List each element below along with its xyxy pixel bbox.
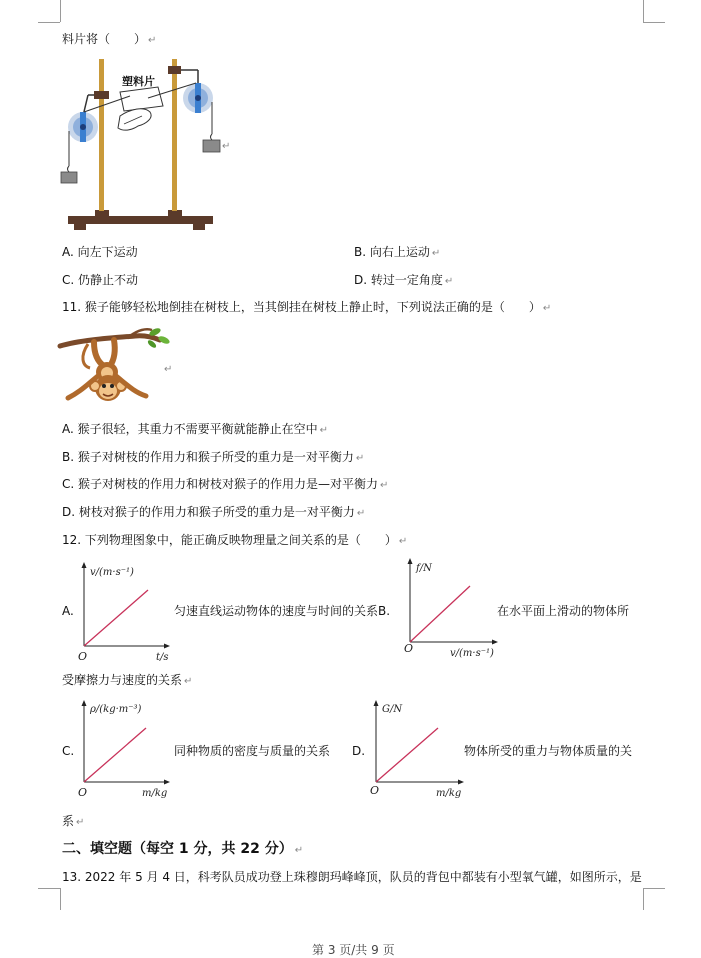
graph-line	[84, 590, 148, 646]
q12-option-d-letter: D.	[352, 744, 366, 758]
q12-graph-a	[76, 562, 176, 666]
q11-stem: 11. 猴子能够轻松地倒挂在树枝上，当其倒挂在树枝上静止时，下列说法正确的是（ ） ↵	[62, 300, 552, 314]
crop-mark-top-right	[643, 0, 644, 22]
q11-option-d: D. 树枝对猴子的作用力和猴子所受的重力是一对平衡力 ↵	[62, 505, 366, 519]
crop-mark-top-right-h	[643, 22, 665, 23]
q13-stem: 13. 2022 年 5 月 4 日，科考队员成功登上珠穆朗玛峰峰顶，队员的背包中都装有小型氧气罐，如图所示，是	[62, 870, 642, 884]
x-axis-label: v/(m·s⁻¹)	[450, 648, 494, 659]
x-axis-label: m/kg	[436, 788, 462, 799]
q10-stem-tail: 料片将（ ） ↵	[62, 32, 157, 46]
crop-mark-bottom-right	[643, 888, 644, 910]
svg-text:↵: ↵	[222, 141, 231, 152]
q10-option-d: D. 转过一定角度 ↵	[354, 273, 454, 287]
crop-mark-top-left-h	[38, 22, 60, 23]
q10-pulley-figure	[58, 54, 231, 232]
q10-option-b: B. 向右上运动 ↵	[354, 245, 441, 259]
y-axis-label: ρ/(kg·m⁻³)	[90, 704, 142, 715]
svg-text:↵: ↵	[164, 364, 173, 375]
graph-line	[376, 728, 438, 782]
origin-label: O	[78, 786, 88, 799]
graph-line	[84, 728, 146, 782]
q10-option-c: C. 仍静止不动	[62, 273, 139, 287]
q12-option-b-text: 在水平面上滑动的物体所	[497, 604, 630, 618]
section-heading-fill-in: 二、填空题（每空 1 分，共 22 分） ↵	[62, 841, 304, 857]
x-axis-label: m/kg	[142, 788, 168, 799]
q10-option-a: A. 向左下运动	[62, 245, 138, 259]
crop-mark-bottom-left	[60, 888, 61, 910]
q12-graph-d	[366, 700, 476, 800]
q12-option-a-letter: A.	[62, 604, 74, 618]
crop-mark-top-left	[60, 0, 61, 22]
q11-monkey-figure	[60, 326, 175, 408]
q12-option-c-letter: C.	[62, 744, 75, 758]
q11-option-c: C. 猴子对树枝的作用力和树枝对猴子的作用力是—对平衡力 ↵	[62, 477, 389, 491]
y-axis-label: v/(m·s⁻¹)	[90, 567, 134, 578]
crop-mark-bottom-right-h	[643, 888, 665, 889]
y-axis-label: f/N	[416, 563, 432, 574]
q12-option-d-text: 物体所受的重力与物体质量的关	[464, 744, 633, 758]
q12-option-b-text-cont: 受摩擦力与速度的关系 ↵	[62, 673, 193, 687]
q11-option-a: A. 猴子很轻，其重力不需要平衡就能静止在空中 ↵	[62, 422, 329, 436]
q12-option-d-text-cont: 系 ↵	[62, 814, 85, 828]
x-axis-label: t/s	[156, 652, 169, 663]
q12-option-a-text: 匀速直线运动物体的速度与时间的关系B.	[174, 604, 391, 618]
crop-mark-bottom-left-h	[38, 888, 60, 889]
origin-label: O	[78, 650, 88, 663]
page-footer: 第 3 页/共 9 页	[312, 943, 395, 957]
y-axis-label: G/N	[382, 704, 403, 715]
q12-option-c-text: 同种物质的密度与质量的关系	[174, 744, 331, 758]
q12-graph-c	[76, 700, 176, 800]
graph-line	[410, 586, 470, 642]
origin-label: O	[370, 784, 380, 797]
origin-label: O	[404, 642, 414, 655]
q12-stem: 12. 下列物理图象中，能正确反映物理量之间关系的是（ ） ↵	[62, 533, 408, 547]
q11-option-b: B. 猴子对树枝的作用力和猴子所受的重力是一对平衡力 ↵	[62, 450, 365, 464]
q12-graph-b	[400, 558, 510, 664]
q10-figure-label: 塑料片	[122, 75, 155, 88]
